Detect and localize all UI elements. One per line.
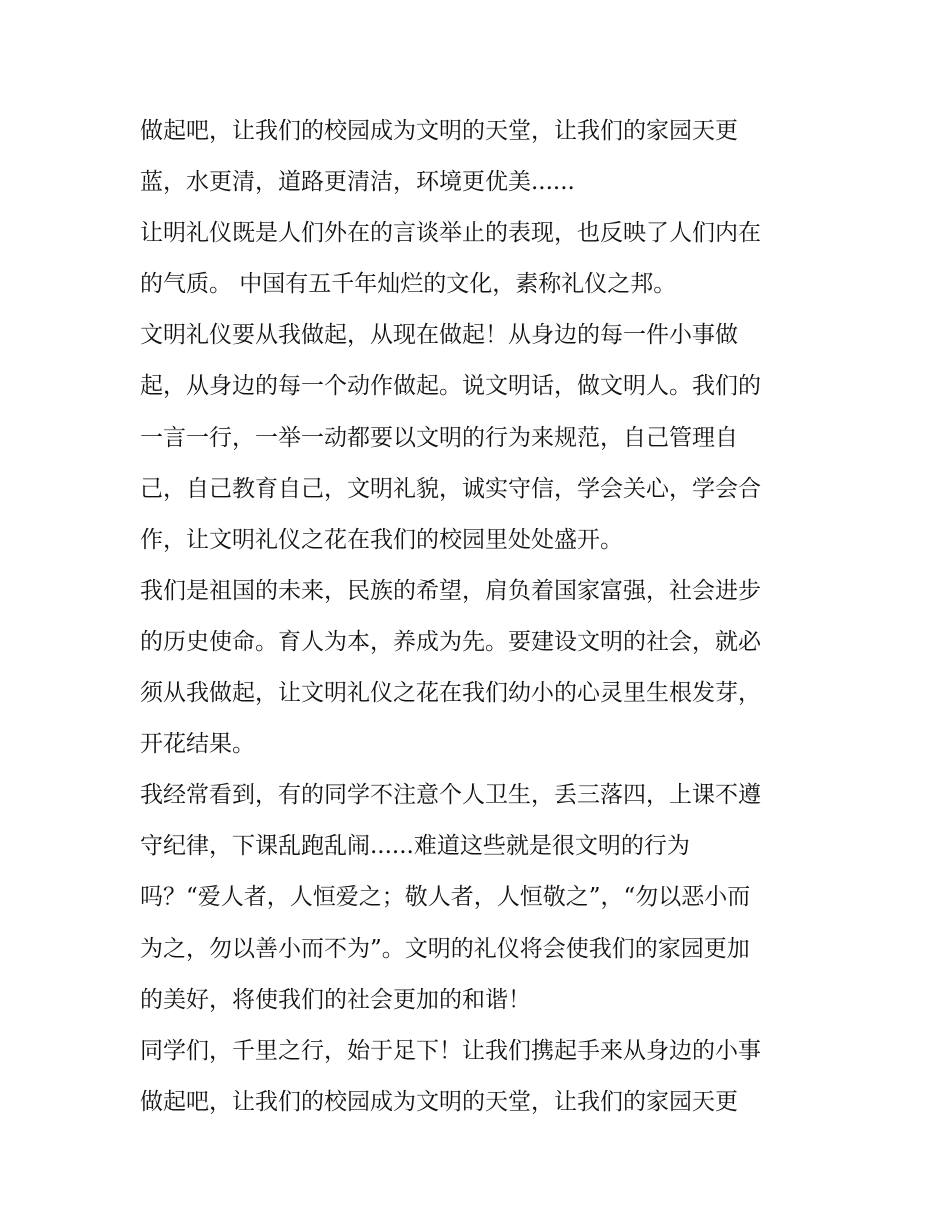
text-line: 的美好，将使我们的社会更加的和谐！: [140, 986, 531, 1013]
text-line: 为之，勿以善小而不为”。文明的礼仪将会使我们的家园更加: [140, 935, 750, 962]
text-line: 的历史使命。育人为本，养成为先。要建设文明的社会，就必: [140, 628, 761, 655]
text-line: 我经常看到，有的同学不注意个人卫生，丢三落四，上课不遵: [140, 782, 761, 809]
text-line: 开花结果。: [140, 731, 255, 758]
body-text: [140, 106, 820, 1128]
text-line: 让明礼仪既是人们外在的言谈举止的表现，也反映了人们内在: [140, 220, 761, 247]
text-line: 的气质。 中国有五千年灿烂的文化，素称礼仪之邦。: [140, 271, 677, 298]
text-line: 做起吧，让我们的校园成为文明的天堂，让我们的家园天更: [140, 1088, 738, 1115]
text-line: 须从我做起，让文明礼仪之花在我们幼小的心灵里生根发芽，: [140, 680, 761, 707]
text-line: 文明礼仪要从我做起，从现在做起！从身边的每一件小事做: [140, 322, 738, 349]
text-line: 同学们，千里之行，始于足下！让我们携起手来从身边的小事: [140, 1037, 761, 1064]
text-line: 一言一行，一举一动都要以文明的行为来规范，自己管理自: [140, 424, 738, 451]
text-line: 起，从身边的每一个动作做起。说文明话，做文明人。我们的: [140, 373, 761, 400]
text-line: 作，让文明礼仪之花在我们的校园里处处盛开。: [140, 526, 623, 553]
text-line: 蓝，水更清，道路更清洁，环境更优美......: [140, 169, 575, 196]
text-line: 吗？“爱人者，人恒爱之；敬人者，人恒敬之”，“勿以恶小而: [140, 884, 751, 911]
text-line: 守纪律，下课乱跑乱闹......难道这些就是很文明的行为: [140, 833, 690, 860]
text-line: 己，自己教育自己，文明礼貌，诚实守信，学会关心，学会合: [140, 475, 761, 502]
text-line: 我们是祖国的未来，民族的希望，肩负着国家富强，社会进步: [140, 577, 761, 604]
text-line: 做起吧，让我们的校园成为文明的天堂，让我们的家园天更: [140, 118, 738, 144]
